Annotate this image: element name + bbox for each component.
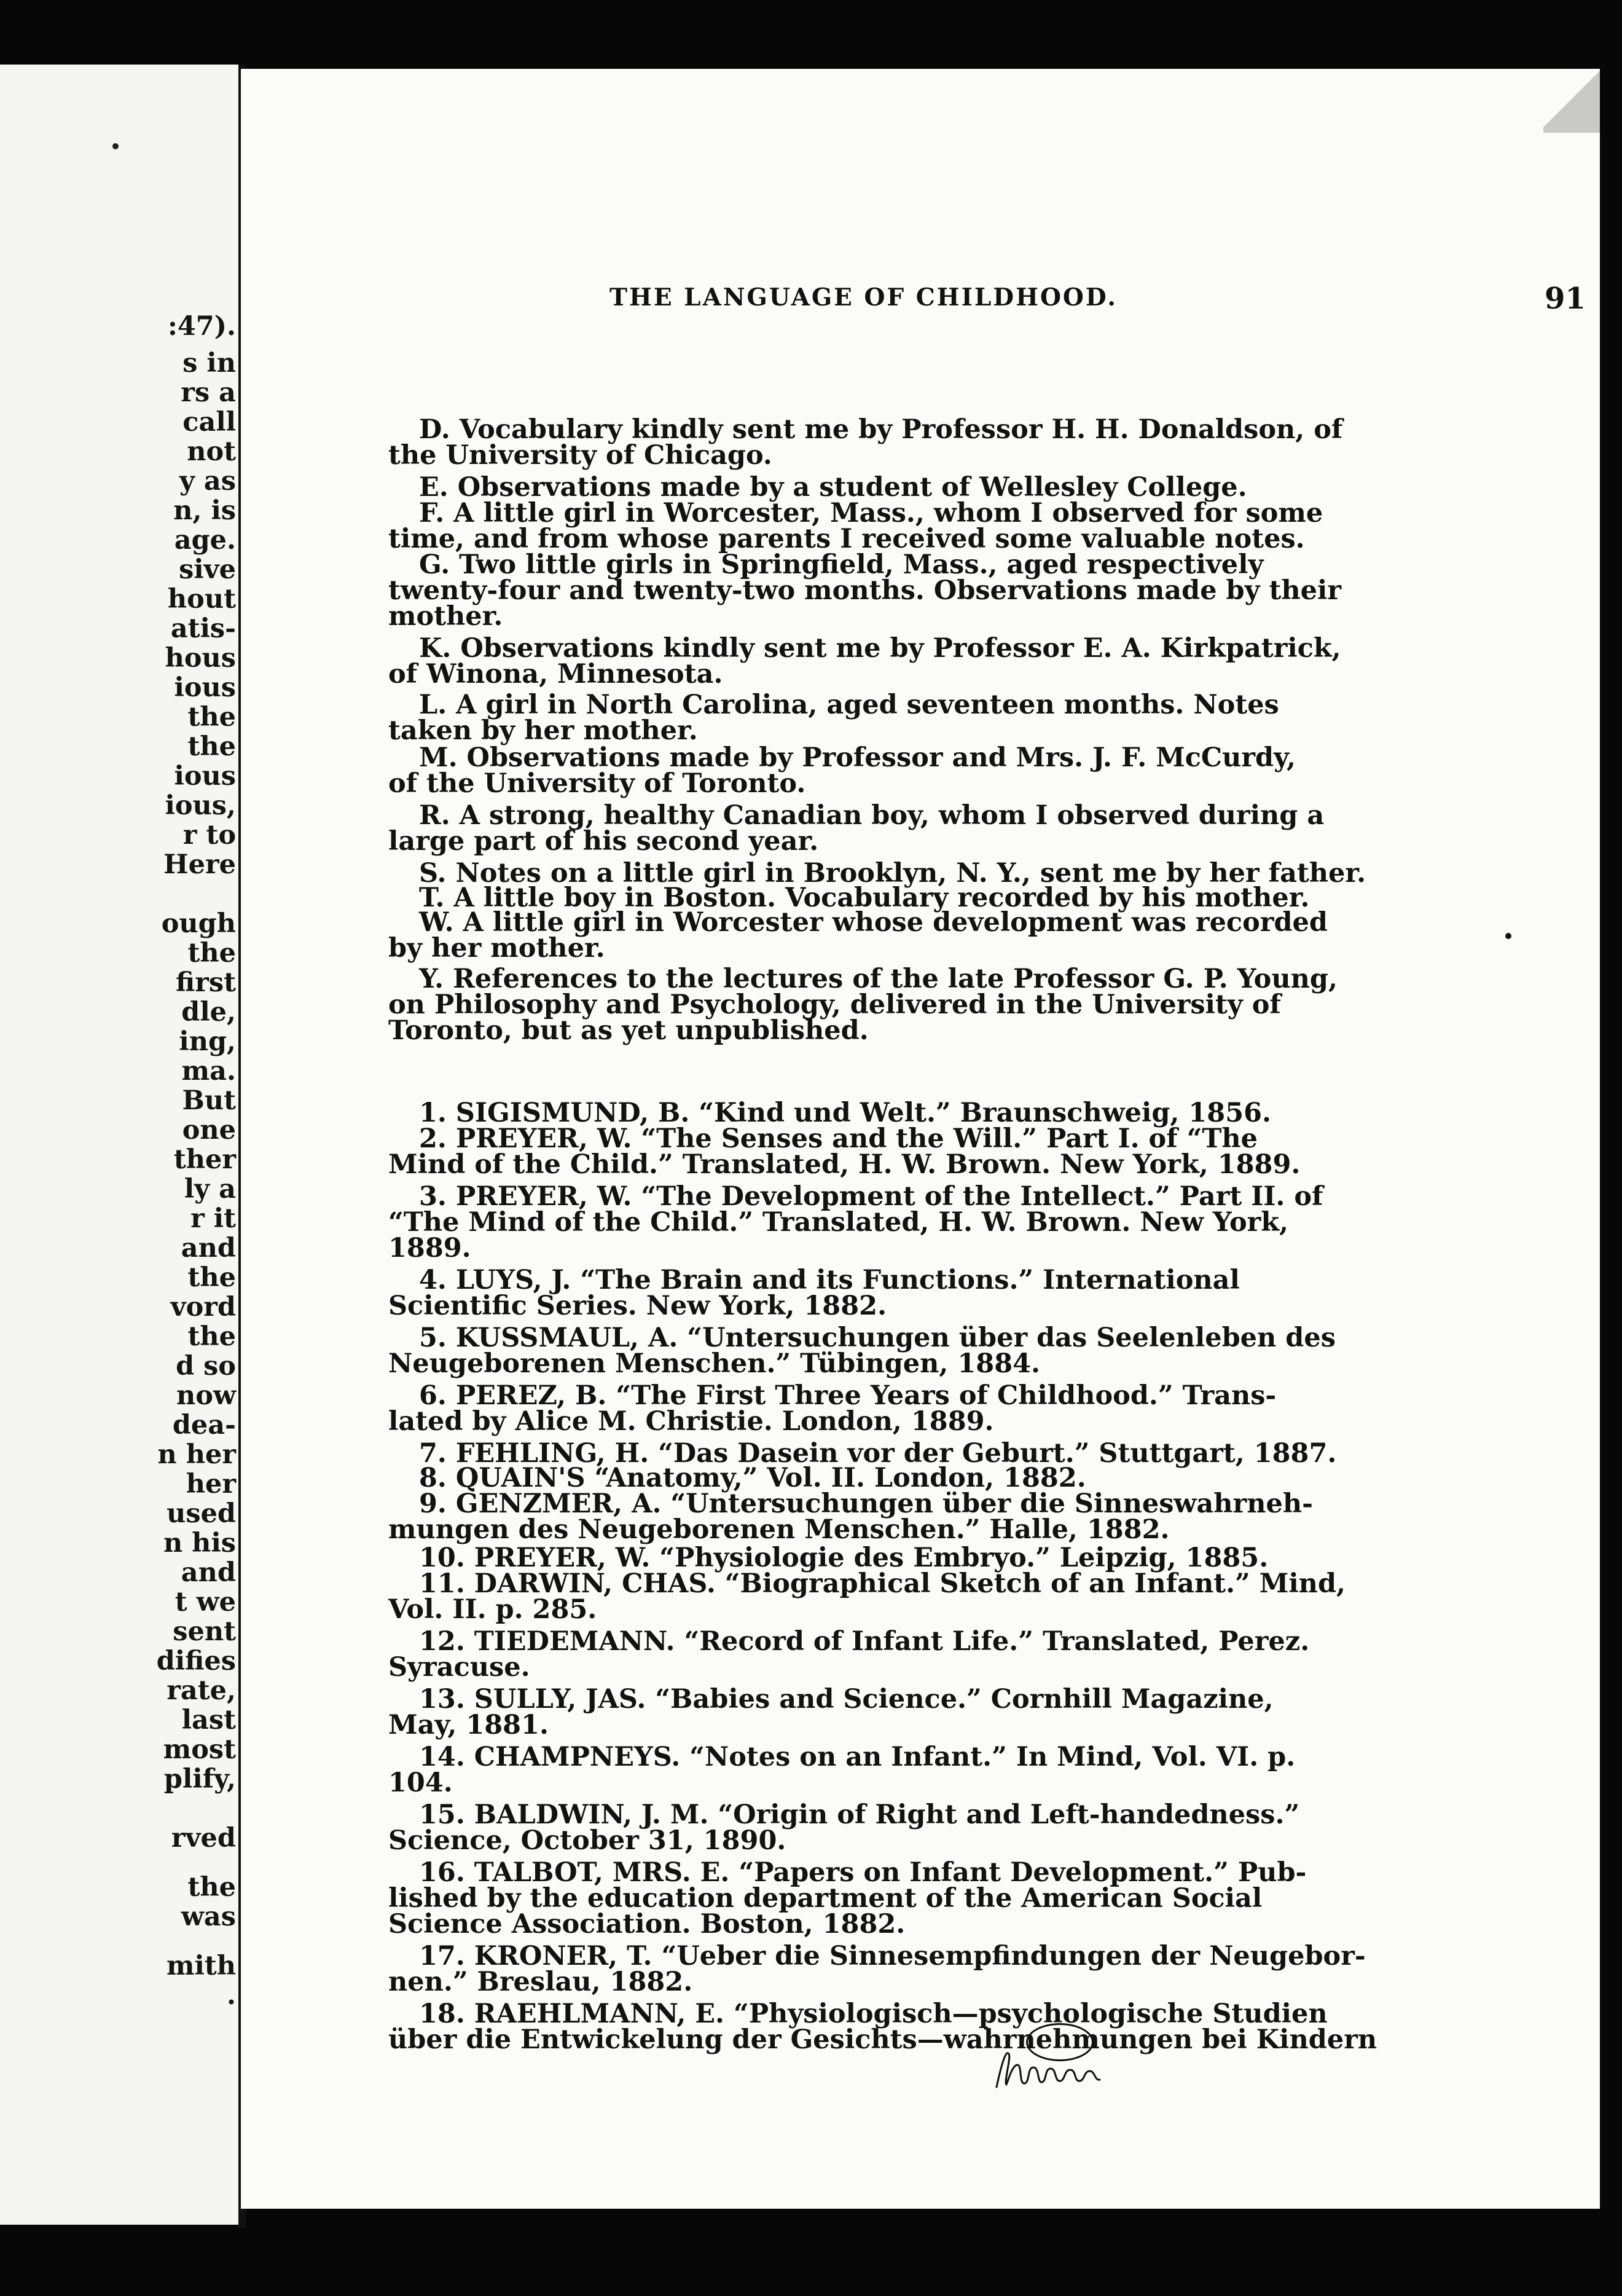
left-page-line-fragment: vord — [170, 1292, 236, 1323]
left-page-line-fragment: first — [176, 967, 236, 998]
left-page-line-fragment: ough — [161, 908, 236, 939]
reference-line: 14. CHAMPNEYS. “Notes on an Infant.” In Mind, Vol. VI. p. — [419, 1742, 1296, 1772]
left-page-line-fragment: most — [163, 1734, 236, 1765]
source-line: large part of his second year. — [388, 826, 819, 857]
left-page-line-fragment: was — [181, 1901, 236, 1932]
reference-line: Syracuse. — [388, 1652, 530, 1683]
left-page-line-fragment: ma. — [181, 1056, 236, 1087]
left-page-line-fragment: difies — [156, 1646, 236, 1677]
source-line: taken by her mother. — [388, 715, 698, 746]
reference-line: 11. DARWIN, CHAS. “Biographical Sketch of an Infant.” Mind, — [419, 1568, 1346, 1599]
reference-line: über die Entwickelung der Gesichts—wahrnehmungen bei Kindern — [388, 2024, 1377, 2055]
left-page-line-fragment: n her — [157, 1439, 236, 1470]
left-page-line-fragment: her — [186, 1469, 236, 1500]
source-line: Toronto, but as yet unpublished. — [388, 1015, 869, 1046]
left-page-line-fragment: rate, — [167, 1675, 236, 1706]
source-line: of Winona, Minnesota. — [388, 659, 723, 690]
left-page-line-fragment: atis- — [170, 613, 236, 644]
left-page-line-fragment: n, is — [173, 495, 236, 526]
reference-line: 6. PEREZ, B. “The First Three Years of Childhood.” Trans- — [419, 1380, 1277, 1411]
left-page-line-fragment: the — [187, 731, 236, 762]
source-line: F. A little girl in Worcester, Mass., whom I observed for some — [419, 498, 1323, 529]
running-title: THE LANGUAGE OF CHILDHOOD. — [609, 283, 1118, 312]
reference-line: 1889. — [388, 1233, 471, 1264]
left-page-line-fragment: ther — [173, 1144, 236, 1175]
left-page-line-fragment: and — [181, 1557, 236, 1588]
reference-line: 8. QUAIN'S “Anatomy,” Vol. II. London, 1882. — [419, 1463, 1086, 1493]
left-page-line-fragment: one — [182, 1115, 236, 1146]
reference-line: lated by Alice M. Christie. London, 1889. — [388, 1406, 994, 1437]
left-page-line-fragment: the — [187, 938, 236, 969]
source-line: K. Observations kindly sent me by Professor E. A. Kirkpatrick, — [419, 633, 1341, 664]
left-page-fragment — [0, 65, 241, 2225]
source-line: L. A girl in North Carolina, aged seventeen months. Notes — [419, 690, 1279, 720]
left-page-line-fragment: the — [187, 702, 236, 733]
source-line: by her mother. — [388, 933, 605, 964]
reference-line: Mind of the Child.” Translated, H. W. Brown. New York, 1889. — [388, 1149, 1301, 1180]
ink-dot — [112, 143, 119, 149]
left-page-line-fragment: call — [182, 407, 236, 438]
left-page-line-fragment: dle, — [181, 997, 236, 1028]
source-line: time, and from whose parents I received some valuable notes. — [388, 524, 1305, 554]
source-line: E. Observations made by a student of Wellesley College. — [419, 472, 1247, 503]
left-page-line-fragment: the — [187, 1262, 236, 1293]
source-line: R. A strong, healthy Canadian boy, whom I observed during a — [419, 800, 1325, 831]
reference-line: 17. KRONER, T. “Ueber die Sinnesempfindungen der Neugebor- — [419, 1941, 1366, 1972]
reference-line: 12. TIEDEMANN. “Record of Infant Life.” Translated, Perez. — [419, 1626, 1310, 1657]
left-page-line-fragment: plify, — [163, 1764, 236, 1795]
reference-line: “The Mind of the Child.” Translated, H. W. Brown. New York, — [388, 1207, 1289, 1238]
left-page-line-fragment: Here — [163, 849, 236, 880]
reference-line: 7. FEHLING, H. “Das Dasein vor der Geburt.” Stuttgart, 1887. — [419, 1438, 1337, 1469]
left-page-line-fragment: rs a — [181, 377, 236, 408]
left-page-line-fragment: sive — [179, 554, 236, 585]
left-page-line-fragment: dea- — [172, 1410, 236, 1441]
source-line: S. Notes on a little girl in Brooklyn, N. Y., sent me by her father. — [419, 858, 1366, 889]
left-page-line-fragment: d so — [176, 1351, 236, 1382]
left-page-line-fragment: sent — [173, 1616, 236, 1647]
reference-line: 5. KUSSMAUL, A. “Untersuchungen über das Seelenleben des — [419, 1323, 1336, 1353]
left-page-line-fragment: rved — [171, 1823, 236, 1854]
left-page-line-fragment: But — [182, 1085, 236, 1116]
reference-line: Science Association. Boston, 1882. — [388, 1909, 906, 1940]
left-page-line-fragment: mith — [167, 1951, 236, 1981]
left-page-line-fragment: t we — [174, 1587, 236, 1618]
reference-line: Vol. II. p. 285. — [388, 1594, 597, 1625]
left-page-line-fragment: ious, — [165, 790, 236, 821]
right-page — [241, 69, 1600, 2209]
reference-line: 18. RAEHLMANN, E. “Physiologisch—psychologische Studien — [419, 1999, 1328, 2029]
reference-line: 9. GENZMER, A. “Untersuchungen über die Sinneswahrneh- — [419, 1488, 1313, 1519]
left-page-line-fragment: hout — [167, 584, 236, 615]
left-page-line-fragment: r it — [190, 1203, 236, 1234]
source-line: on Philosophy and Psychology, delivered in the University of — [388, 989, 1281, 1020]
left-page-line-fragment: n his — [163, 1528, 236, 1559]
reference-line: Neugeborenen Menschen.” Tübingen, 1884. — [388, 1348, 1041, 1379]
left-page-line-fragment: hous — [165, 643, 236, 674]
reference-line: 13. SULLY, JAS. “Babies and Science.” Cornhill Magazine, — [419, 1684, 1274, 1715]
left-page-line-fragment: not — [187, 436, 236, 467]
reference-line: mungen des Neugeborenen Menschen.” Halle, 1882. — [388, 1514, 1170, 1545]
left-page-line-fragment: y as — [179, 466, 236, 497]
source-line: T. A little boy in Boston. Vocabulary recorded by his mother. — [419, 883, 1310, 913]
left-page-line-fragment: . — [227, 1980, 236, 2011]
reference-line: 1. SIGISMUND, B. “Kind und Welt.” Braunschweig, 1856. — [419, 1098, 1272, 1128]
source-line: G. Two little girls in Springfield, Mass., aged respectively — [419, 549, 1264, 580]
left-page-line-fragment: ious — [174, 672, 236, 703]
left-page-line-fragment: and — [181, 1233, 236, 1264]
left-page-line-fragment: s in — [182, 348, 236, 379]
reference-line: 10. PREYER, W. “Physiologie des Embryo.” Leipzig, 1885. — [419, 1543, 1269, 1573]
source-line: twenty-four and twenty-two months. Observations made by their — [388, 575, 1342, 606]
source-line: D. Vocabulary kindly sent me by Professor H. H. Donaldson, of — [419, 414, 1343, 445]
left-page-line-fragment: now — [176, 1380, 236, 1411]
source-line: W. A little girl in Worcester whose development was recorded — [419, 907, 1328, 938]
left-page-line-fragment: used — [167, 1498, 236, 1529]
left-page-line-fragment: ly a — [184, 1174, 236, 1205]
reference-line: nen.” Breslau, 1882. — [388, 1967, 693, 1997]
reference-line: Science, October 31, 1890. — [388, 1825, 786, 1856]
source-line: of the University of Toronto. — [388, 768, 806, 799]
reference-line: lished by the education department of the American Social — [388, 1883, 1263, 1914]
source-line: the University of Chicago. — [388, 440, 772, 471]
left-page-line-fragment: ing, — [179, 1026, 236, 1057]
left-page-line-fragment: :47). — [167, 311, 236, 342]
reference-line: 2. PREYER, W. “The Senses and the Will.” Part I. of “The — [419, 1123, 1258, 1154]
folded-page-corner — [1543, 69, 1600, 133]
left-page-line-fragment: ious — [174, 761, 236, 792]
left-page-line-fragment: the — [187, 1321, 236, 1352]
ink-speck — [1505, 933, 1511, 939]
reference-line: 4. LUYS, J. “The Brain and its Functions.” International — [419, 1265, 1240, 1295]
reference-line: 104. — [388, 1767, 453, 1798]
left-page-line-fragment: age. — [174, 525, 236, 556]
reference-line: 16. TALBOT, MRS. E. “Papers on Infant Development.” Pub- — [419, 1857, 1307, 1888]
reference-line: 3. PREYER, W. “The Development of the Intellect.” Part II. of — [419, 1181, 1323, 1212]
source-line: mother. — [388, 601, 503, 632]
left-page-line-fragment: last — [181, 1705, 236, 1736]
reference-line: 15. BALDWIN, J. M. “Origin of Right and Left-handedness.” — [419, 1799, 1300, 1830]
left-page-line-fragment: the — [187, 1872, 236, 1903]
handwritten-note — [992, 2044, 1127, 2098]
page-number: 91 — [1545, 281, 1586, 316]
left-page-line-fragment: r to — [182, 820, 236, 851]
source-line: Y. References to the lectures of the late Professor G. P. Young, — [419, 964, 1338, 994]
source-line: M. Observations made by Professor and Mrs. J. F. McCurdy, — [419, 742, 1296, 773]
reference-line: Scientific Series. New York, 1882. — [388, 1291, 887, 1321]
reference-line: May, 1881. — [388, 1710, 549, 1740]
